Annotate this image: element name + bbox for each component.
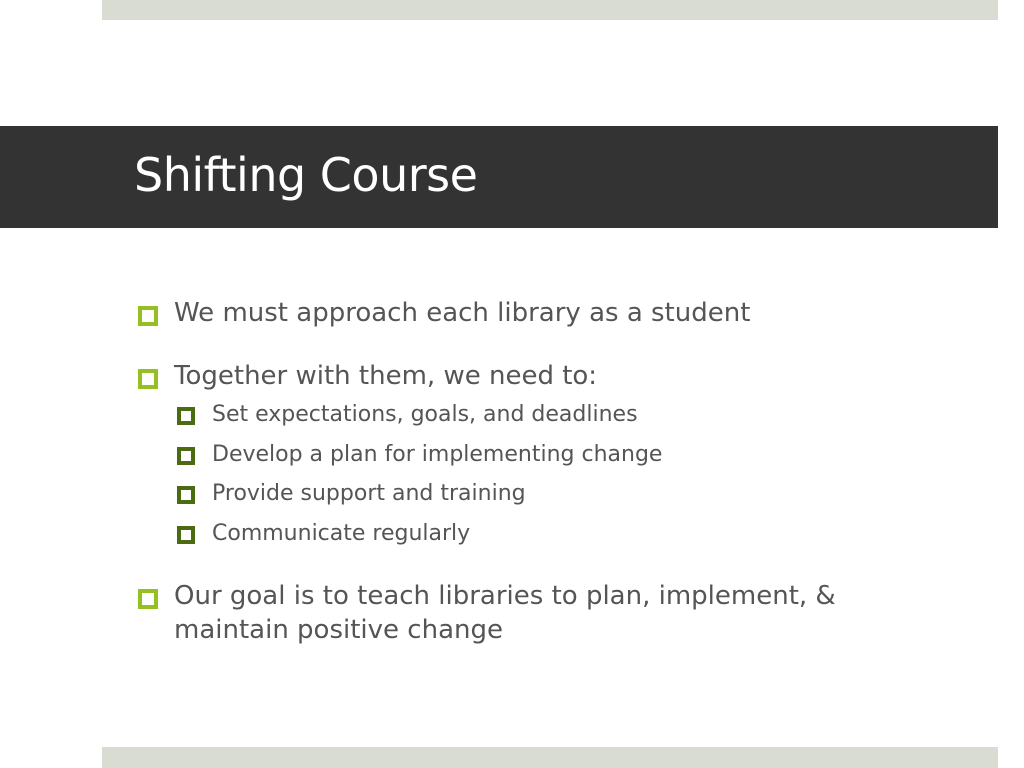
sub-bullet-text: Communicate regularly xyxy=(212,520,471,546)
bullet-item xyxy=(137,296,917,330)
sub-bullet-item xyxy=(175,435,917,475)
sub-bullet-text: Provide support and training xyxy=(212,481,526,506)
sub-bullet-text: Set expectations, goals, and deadlines xyxy=(212,402,638,427)
hollow-square-icon xyxy=(138,306,158,326)
bullet-item xyxy=(137,359,917,393)
bullet-text: Our goal is to teach libraries to plan, implement, & maintain positive change xyxy=(174,581,836,645)
top-decorative-band xyxy=(102,0,998,20)
bullet-text: We must approach each library as a student xyxy=(174,298,751,328)
sub-bullet-list xyxy=(175,395,917,553)
hollow-square-icon xyxy=(177,407,195,425)
sub-bullet-item xyxy=(175,395,917,435)
slide-title: Shifting Course xyxy=(134,148,478,202)
hollow-square-icon xyxy=(177,447,195,465)
hollow-square-icon xyxy=(138,589,158,609)
slide-body xyxy=(137,296,917,647)
bullet-item xyxy=(137,579,917,647)
hollow-square-icon xyxy=(138,369,158,389)
bottom-decorative-band xyxy=(102,747,998,768)
hollow-square-icon xyxy=(177,526,195,544)
sub-bullet-item xyxy=(175,514,917,554)
sub-bullet-text: Develop a plan for implementing change xyxy=(212,441,663,467)
bullet-text: Together with them, we need to: xyxy=(174,361,598,391)
hollow-square-icon xyxy=(177,486,195,504)
sub-bullet-item xyxy=(175,474,917,514)
